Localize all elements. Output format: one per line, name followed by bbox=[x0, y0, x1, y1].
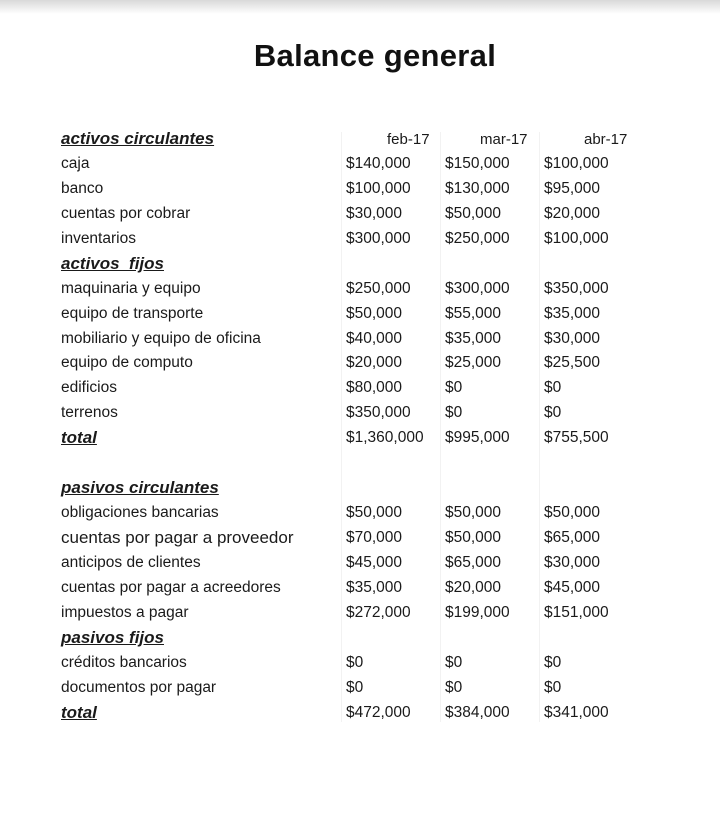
total-label: total bbox=[61, 702, 97, 722]
column-divider bbox=[341, 132, 342, 722]
cell-abr: $30,000 bbox=[544, 329, 601, 347]
cell-mar: $50,000 bbox=[445, 529, 502, 547]
cell-mar: $150,000 bbox=[445, 154, 510, 172]
cell-feb: $0 bbox=[346, 678, 364, 696]
cell-feb: $100,000 bbox=[346, 179, 411, 197]
cell-abr: $0 bbox=[544, 379, 562, 397]
cell-mar: $55,000 bbox=[445, 304, 502, 322]
row-label: terrenos bbox=[61, 404, 118, 422]
row-label: anticipos de clientes bbox=[61, 554, 201, 571]
cell-mar: $25,000 bbox=[445, 354, 502, 372]
cell-feb: $45,000 bbox=[346, 554, 403, 571]
section-header-activos-fijos: activos fijos bbox=[61, 253, 164, 273]
cell-abr: $350,000 bbox=[544, 279, 609, 297]
row-label: documentos por pagar bbox=[61, 678, 217, 696]
cell-mar: $130,000 bbox=[445, 179, 510, 197]
cell-abr: $65,000 bbox=[544, 529, 601, 547]
row-label: cuentas por cobrar bbox=[61, 204, 191, 222]
cell-feb: $50,000 bbox=[346, 304, 403, 322]
month-header-mar: mar-17 bbox=[480, 131, 528, 148]
cell-feb: $472,000 bbox=[346, 703, 411, 721]
page-title: Balance general bbox=[253, 38, 497, 73]
cell-mar: $65,000 bbox=[445, 554, 502, 571]
cell-abr: $30,000 bbox=[544, 554, 601, 571]
cell-abr: $151,000 bbox=[544, 603, 609, 621]
cell-feb: $70,000 bbox=[346, 529, 403, 547]
cell-mar: $50,000 bbox=[445, 504, 502, 522]
cell-mar: $300,000 bbox=[445, 279, 510, 297]
cell-abr: $50,000 bbox=[544, 504, 601, 522]
cell-abr: $20,000 bbox=[544, 204, 601, 222]
cell-abr: $755,500 bbox=[544, 429, 609, 447]
cell-feb: $300,000 bbox=[346, 229, 411, 247]
row-label: obligaciones bancarias bbox=[61, 504, 219, 522]
cell-feb: $350,000 bbox=[346, 404, 411, 422]
row-label: maquinaria y equipo bbox=[61, 279, 201, 297]
row-label: equipo de transporte bbox=[61, 304, 204, 322]
section-header-activos-circulantes: activos circulantes bbox=[61, 129, 215, 148]
cell-mar: $384,000 bbox=[445, 703, 510, 721]
cell-feb: $140,000 bbox=[346, 154, 411, 172]
cell-abr: $0 bbox=[544, 678, 562, 696]
row-label: impuestos a pagar bbox=[61, 603, 189, 621]
cell-feb: $30,000 bbox=[346, 204, 403, 222]
cell-mar: $995,000 bbox=[445, 429, 510, 447]
cell-mar: $20,000 bbox=[445, 578, 502, 596]
cell-feb: $272,000 bbox=[346, 603, 411, 621]
section-header-pasivos-circulantes: pasivos circulantes bbox=[61, 478, 219, 498]
cell-feb: $50,000 bbox=[346, 504, 403, 522]
scan-top-shadow bbox=[0, 0, 720, 14]
cell-mar: $0 bbox=[445, 678, 463, 696]
section-header-pasivos-fijos: pasivos fijos bbox=[61, 627, 164, 647]
month-header-abr: abr-17 bbox=[584, 131, 628, 148]
cell-mar: $199,000 bbox=[445, 603, 510, 621]
cell-feb: $0 bbox=[346, 653, 364, 671]
cell-mar: $50,000 bbox=[445, 204, 502, 222]
cell-abr: $0 bbox=[544, 404, 562, 422]
column-divider bbox=[539, 132, 540, 722]
cell-abr: $45,000 bbox=[544, 578, 601, 596]
row-label: equipo de computo bbox=[61, 354, 193, 372]
cell-feb: $35,000 bbox=[346, 578, 403, 596]
cell-mar: $250,000 bbox=[445, 229, 510, 247]
cell-mar: $35,000 bbox=[445, 329, 502, 347]
cell-abr: $25,500 bbox=[544, 354, 601, 372]
cell-abr: $100,000 bbox=[544, 229, 609, 247]
cell-feb: $20,000 bbox=[346, 354, 403, 372]
row-label: cuentas por pagar a acreedores bbox=[61, 578, 281, 596]
cell-mar: $0 bbox=[445, 404, 463, 422]
column-divider bbox=[440, 132, 441, 722]
row-label: edificios bbox=[61, 379, 117, 397]
row-label: mobiliario y equipo de oficina bbox=[61, 329, 261, 347]
cell-feb: $250,000 bbox=[346, 279, 411, 297]
month-header-feb: feb-17 bbox=[387, 131, 430, 148]
total-label: total bbox=[61, 428, 97, 448]
cell-mar: $0 bbox=[445, 653, 463, 671]
cell-feb: $80,000 bbox=[346, 379, 403, 397]
row-label: créditos bancarios bbox=[61, 653, 187, 671]
row-label: cuentas por pagar a proveedor bbox=[61, 528, 294, 548]
cell-abr: $0 bbox=[544, 653, 562, 671]
row-label: caja bbox=[61, 154, 90, 172]
cell-abr: $100,000 bbox=[544, 154, 609, 172]
cell-feb: $40,000 bbox=[346, 329, 403, 347]
cell-mar: $0 bbox=[445, 379, 463, 397]
row-label: inventarios bbox=[61, 229, 136, 247]
cell-abr: $35,000 bbox=[544, 304, 601, 322]
cell-abr: $95,000 bbox=[544, 179, 601, 197]
row-label: banco bbox=[61, 179, 104, 197]
cell-abr: $341,000 bbox=[544, 703, 609, 721]
cell-feb: $1,360,000 bbox=[346, 429, 424, 447]
